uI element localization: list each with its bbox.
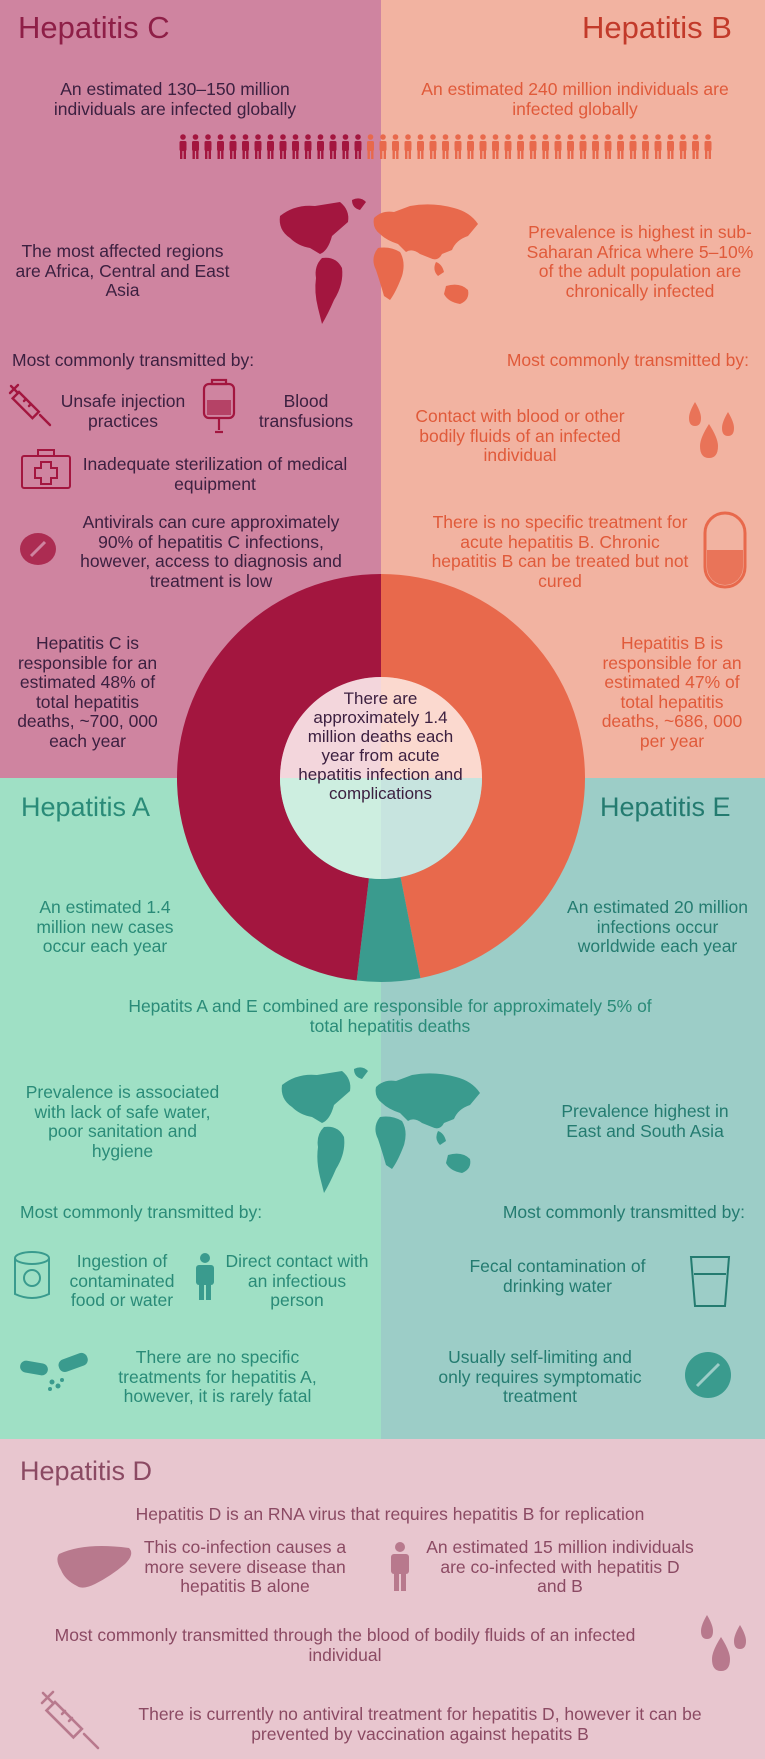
- no-sign-icon: [683, 1350, 733, 1400]
- hep-a-cases-text: An estimated 1.4 million new cases occur each year: [36, 897, 174, 956]
- syringe-icon-2: [40, 1690, 102, 1752]
- hep-b-title: Hepatitis B: [582, 10, 732, 45]
- drops-icon-2: [695, 1613, 753, 1679]
- hep-e-prevalence-text: Prevalence highest in East and South Asia: [561, 1101, 729, 1141]
- fecal-label: Fecal contamination of drinking water: [469, 1256, 646, 1296]
- hep-b-deaths-text: Hepatitis B is responsible for an estimated 47% of total hepatitis deaths, ~686, 000 per year: [601, 633, 743, 751]
- hep-a-title: Hepatitis A: [21, 792, 151, 822]
- water-glass-icon: [688, 1254, 732, 1310]
- hep-b-contact-text: Contact with blood or other bodily fluids of an infected individual: [415, 406, 625, 465]
- unsafe-injection-label: Unsafe injection practices: [60, 391, 186, 431]
- coinfection-text: This co-infection causes a more severe disease than hepatitis B alone: [143, 1537, 347, 1596]
- hep-b-prevalence: Prevalence is highest in sub-Saharan Africa where 5–10% of the adult population are chronically infected: [526, 222, 754, 301]
- ingestion-label: Ingestion of contaminated food or water: [69, 1251, 175, 1310]
- hep-a-transmitted-header: Most commonly transmitted by:: [20, 1202, 263, 1222]
- hep-d-rna-text: Hepatitis D is an RNA virus that requires hepatitis B for replication: [135, 1504, 645, 1524]
- liver-icon: [55, 1542, 135, 1592]
- person-icon-2: [386, 1541, 414, 1593]
- hep-b-infected: An estimated 240 million individuals are infected globally: [421, 79, 729, 119]
- hep-d-title: Hepatitis D: [20, 1456, 153, 1486]
- antivirals-text: Antivirals can cure approximately 90% of hepatitis C infections, however, access to diagnosis and treatment is low: [80, 512, 342, 591]
- direct-contact-label: Direct contact with an infectious person: [225, 1251, 369, 1310]
- hep-a-prevalence-text: Prevalence is associated with lack of safe water, poor sanitation and hygiene: [25, 1082, 220, 1161]
- no-treatment-text: There is currently no antiviral treatment for hepatitis D, however it can be prevented by vaccination against hepatits B: [138, 1704, 702, 1744]
- center-text: There are approximately 1.4 million deaths each year from acute hepatitis infection and complications: [298, 689, 463, 803]
- hep-a-treatment-text: There are no specific treatments for hepatitis A, however, it is rarely fatal: [118, 1347, 317, 1406]
- hep-e-treatment-text: Usually self-limiting and only requires symptomatic treatment: [438, 1347, 642, 1406]
- blood-transfusions-label: Blood transfusions: [258, 391, 354, 431]
- hep-b-treatment-text: There is no specific treatment for acute hepatitis B. Chronic hepatitis B can be treated but not cured: [431, 512, 689, 591]
- hep-c-transmitted-header: Most commonly transmitted by:: [12, 350, 255, 370]
- food-can-icon: [12, 1250, 52, 1302]
- hep-c-infected: An estimated 130–150 million individuals are infected globally: [53, 79, 297, 119]
- hep-e-title: Hepatitis E: [600, 792, 731, 822]
- hep-e-infections-text: An estimated 20 million infections occur worldwide each year: [567, 897, 748, 956]
- hep-b-transmitted-header: Most commonly transmitted by:: [506, 350, 749, 370]
- person-icon: [191, 1252, 219, 1302]
- pills-icon: [20, 1352, 94, 1392]
- coinfected-text: An estimated 15 million individuals are co-infected with hepatitis D and B: [426, 1537, 694, 1596]
- hep-c-deaths-text: Hepatitis C is responsible for an estimated 48% of total hepatitis deaths, ~700, 000 each year: [17, 633, 158, 751]
- combined-text: Hepatits A and E combined are responsible for approximately 5% of total hepatitis deaths: [128, 996, 652, 1036]
- hep-e-transmitted-header: Most commonly transmitted by:: [502, 1202, 745, 1222]
- hep-d-transmitted-text: Most commonly transmitted through the blood of bodily fluids of an infected individual: [54, 1625, 636, 1665]
- hep-c-regions: The most affected regions are Africa, Central and East Asia: [15, 241, 230, 300]
- sterilization-label: Inadequate sterilization of medical equipment: [82, 454, 348, 494]
- world-map-icon-2: [272, 1065, 492, 1205]
- hep-c-title: Hepatitis C: [18, 10, 170, 45]
